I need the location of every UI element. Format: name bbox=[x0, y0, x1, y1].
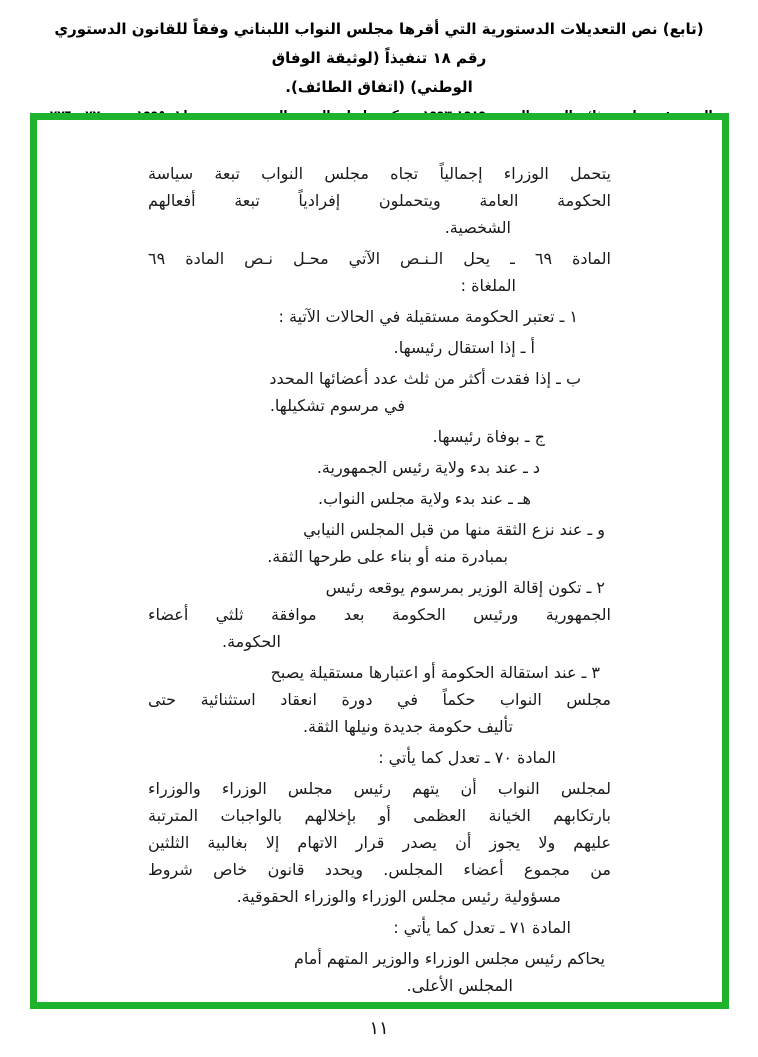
document-green-box bbox=[30, 113, 729, 1009]
document-title-line2: الوطني) (اتفاق الطائف). bbox=[285, 78, 473, 96]
text-line: مجلس النواب حكماً في دورة انعقاد استثنائية حتى bbox=[148, 690, 611, 709]
text-line: الجمهورية ورئيس الحكومة بعد موافقة ثلثي أعضاء bbox=[148, 605, 611, 624]
text-line: الملغاة : bbox=[460, 276, 516, 295]
text-line: ج ـ بوفاة رئيسها. bbox=[432, 427, 545, 446]
text-line: ٢ ـ تكون إقالة الوزير بمرسوم يوقعه رئيس bbox=[325, 578, 605, 597]
text-line: عليهم ولا يجوز أن يصدر قرار الاتهام إلا بغالبية الثلثين bbox=[148, 833, 611, 852]
text-line: المادة ٦٩ ـ يحل الـنـص الآتي محـل نـص المادة ٦٩ bbox=[148, 249, 612, 268]
text-line: في مرسوم تشكيلها. bbox=[269, 396, 405, 415]
text-line: د ـ عند بدء ولاية رئيس الجمهورية. bbox=[316, 458, 540, 477]
text-line: ١ ـ تعتبر الحكومة مستقيلة في الحالات الآتية : bbox=[278, 307, 578, 326]
text-line: المادة ٧٠ ـ تعدل كما يأتي : bbox=[378, 748, 556, 767]
text-line: بمبادرة منه أو بناء على طرحها الثقة. bbox=[267, 547, 508, 566]
text-line: تأليف حكومة جديدة ونيلها الثقة. bbox=[302, 717, 513, 736]
text-line: ٣ ـ عند استقالة الحكومة أو اعتبارها مستقيلة يصبح bbox=[270, 663, 600, 682]
text-line: أ ـ إذا استقال رئيسها. bbox=[393, 338, 535, 357]
text-line: يحاكم رئيس مجلس الوزراء والوزير المتهم أمام bbox=[294, 949, 605, 968]
text-line: يتحمل الوزراء إجمالياً تجاه مجلس النواب تبعة سياسة bbox=[148, 164, 611, 183]
page-number: ١١ bbox=[369, 1018, 389, 1039]
document-title-line1: (تابع) نص التعديلات الدستورية التي أقرها مجلس النواب اللبناني وفقاً للقانون الدستوري رقم ١٨ تنفيذاً (لوثيقة الوفاق bbox=[54, 20, 704, 67]
text-line: المادة ٧١ ـ تعدل كما يأتي : bbox=[393, 918, 571, 937]
text-line: هـ ـ عند بدء ولاية مجلس النواب. bbox=[318, 489, 531, 508]
document-header bbox=[0, 0, 758, 125]
text-line: بارتكابهم الخيانة العظمى أو بإخلالهم بالواجبات المترتبة bbox=[148, 806, 611, 825]
text-line: الحكومة العامة ويتحملون إفرادياً تبعة أفعالهم bbox=[148, 191, 611, 210]
text-line: من مجموع أعضاء المجلس. ويحدد قانون خاص شروط bbox=[148, 860, 611, 879]
text-line: لمجلس النواب أن يتهم رئيس مجلس الوزراء والوزراء bbox=[148, 779, 611, 798]
text-line: ب ـ إذا فقدت أكثر من ثلث عدد أعضائها المحدد bbox=[269, 369, 581, 388]
text-line: و ـ عند نزع الثقة منها من قبل المجلس النيابي bbox=[303, 520, 605, 539]
text-line: الشخصية. bbox=[444, 218, 511, 237]
text-line: الحكومة. bbox=[222, 632, 281, 651]
text-line: مسؤولية رئيس مجلس الوزراء والوزراء الحقوقية. bbox=[236, 887, 561, 906]
text-line: المجلس الأعلى. bbox=[406, 976, 513, 995]
document-text-column bbox=[148, 160, 611, 999]
